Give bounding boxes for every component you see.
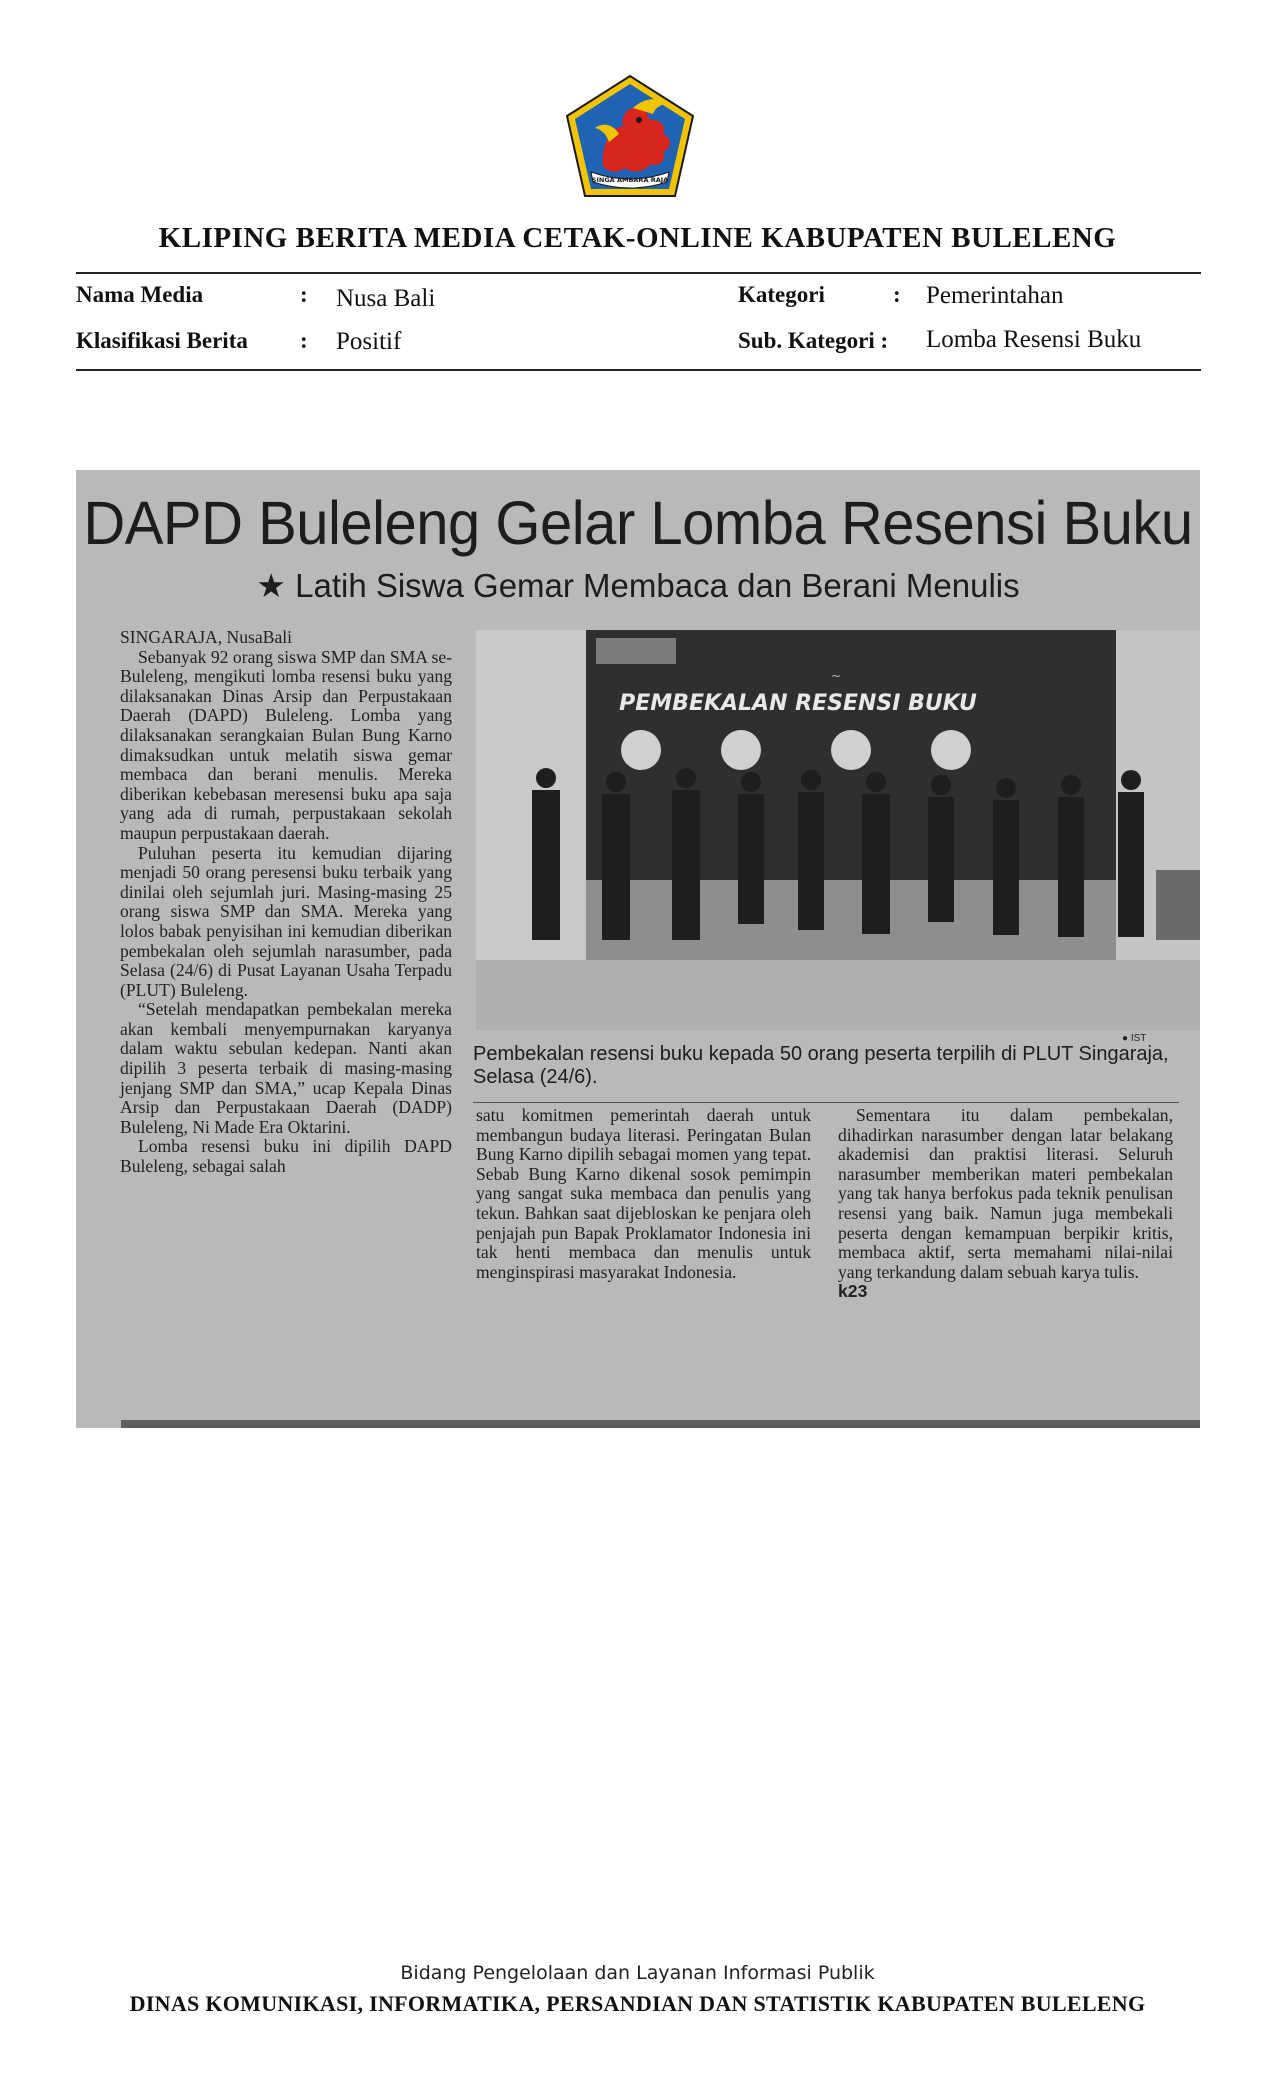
- clipping-edge: [121, 1420, 1200, 1428]
- article-column-2: [476, 1106, 811, 1282]
- nama-media-value: Nusa Bali: [336, 285, 436, 312]
- logo-motto: SINGA AMBARA RAJA: [591, 176, 669, 184]
- svg-text:~: ~: [830, 669, 842, 683]
- event-photo: [476, 630, 1200, 1030]
- article-paragraph: Lomba resensi buku ini dipilih DAPD Buleleng, sebagai salah: [120, 1136, 452, 1177]
- photo-caption: Pembekalan resensi buku kepada 50 orang peserta terpilih di PLUT Singaraja, Selasa (24/6).: [473, 1043, 1169, 1088]
- page-title: KLIPING BERITA MEDIA CETAK-ONLINE KABUPATEN BULELENG: [158, 222, 1117, 254]
- article-paragraph: Puluhan peserta itu kemudian dijaring menjadi 50 orang peresensi buku terbaik yang dinilai oleh sejumlah juri. Masing-masing 25 orang siswa SMP dan SMA. Mereka yang lolos babak penyisihan ini kemudian diberikan pembekalan oleh sejumlah narasumber, pada Selasa (24/6) di Pusat Layanan Usaha Terpadu (PLUT) Buleleng.: [120, 842, 452, 1000]
- article-paragraph: Sebanyak 92 orang siswa SMP dan SMA se-Buleleng, mengikuti lomba resensi buku yang dilaksanakan Dinas Arsip dan Perpustakaan Daerah (DAPD) Buleleng. Lomba yang dilaksanakan serangkaian Bulan Bung Karno dimaksudkan untuk melatih siswa gemar membaca dan berani menulis. Mereka diberikan kebebasan meresensi buku apa saja yang ada di rumah, perpustakaan sekolah maupun perpustakaan daerah.: [120, 646, 452, 843]
- caption-divider: [473, 1102, 1179, 1103]
- kategori-value: Pemerintahan: [926, 282, 1064, 309]
- footer-department: Bidang Pengelolaan dan Layanan Informasi Publik: [400, 1962, 875, 1984]
- article-column-3: [838, 1106, 1173, 1302]
- article-signature: k23: [838, 1281, 868, 1302]
- header-divider-top: [76, 272, 1201, 274]
- klasifikasi-berita-label: Klasifikasi Berita: [76, 328, 248, 353]
- buleleng-crest-logo: [563, 74, 697, 201]
- colon: :: [893, 282, 901, 307]
- article-paragraph: “Setelah mendapatkan pembekalan mereka akan kembali menyempurnakan karyanya dalam waktu sebulan kedepan. Nanti akan dipilih 3 peserta terbaik di masing-masing jenjang SMP dan SMA,” ucap Kepala Dinas Arsip dan Perpustakaan Daerah (DADP) Buleleng, Ni Made Era Oktarini.: [120, 999, 452, 1137]
- article-column-1: [120, 628, 452, 1177]
- newspaper-clipping: [76, 470, 1200, 1428]
- article-headline: DAPD Buleleng Gelar Lomba Resensi Buku: [83, 489, 1193, 558]
- photo-banner-text: PEMBEKALAN RESENSI BUKU: [619, 691, 977, 716]
- nama-media-label: Nama Media: [76, 282, 204, 307]
- article-paragraph: satu komitmen pemerintah daerah untuk membangun budaya literasi. Peringatan Bulan Bung Karno dipilih sebagai momen yang tepat. Sebab Bung Karno dikenal sosok pemimpin yang sangat suka membaca dan penulis yang tekun. Bahkan saat dijebloskan ke penjara oleh penjajah pun Bapak Proklamator Indonesia ini tak henti membaca dan menulis untuk menginspirasi masyarakat Indonesia.: [476, 1105, 811, 1282]
- article-dateline: SINGARAJA, NusaBali: [120, 627, 293, 647]
- sub-kategori-value: Lomba Resensi Buku: [926, 326, 1142, 353]
- footer-agency: DINAS KOMUNIKASI, INFORMATIKA, PERSANDIAN DAN STATISTIK KABUPATEN BULELENG: [129, 1991, 1146, 2016]
- colon: :: [300, 282, 308, 307]
- article-subheadline: ★ Latih Siswa Gemar Membaca dan Berani Menulis: [256, 567, 1020, 604]
- article-paragraph: Sementara itu dalam pembekalan, dihadirkan narasumber dengan latar belakang akademisi dan praktisi literasi. Seluruh narasumber memberikan materi pembekalan yang tak hanya berfokus pada teknik penulisan resensi yang baik. Namun juga membekali peserta dengan kemampuan berpikir kritis, membaca aktif, serta memahami nilai-nilai yang terkandung dalam sebuah karya tulis.: [838, 1105, 1173, 1282]
- photo-credit: ● IST: [1122, 1033, 1147, 1044]
- colon: :: [300, 328, 308, 353]
- header-divider-bottom: [76, 369, 1201, 371]
- kategori-label: Kategori: [738, 282, 825, 307]
- klasifikasi-berita-value: Positif: [336, 328, 402, 355]
- sub-kategori-label: Sub. Kategori :: [738, 328, 889, 353]
